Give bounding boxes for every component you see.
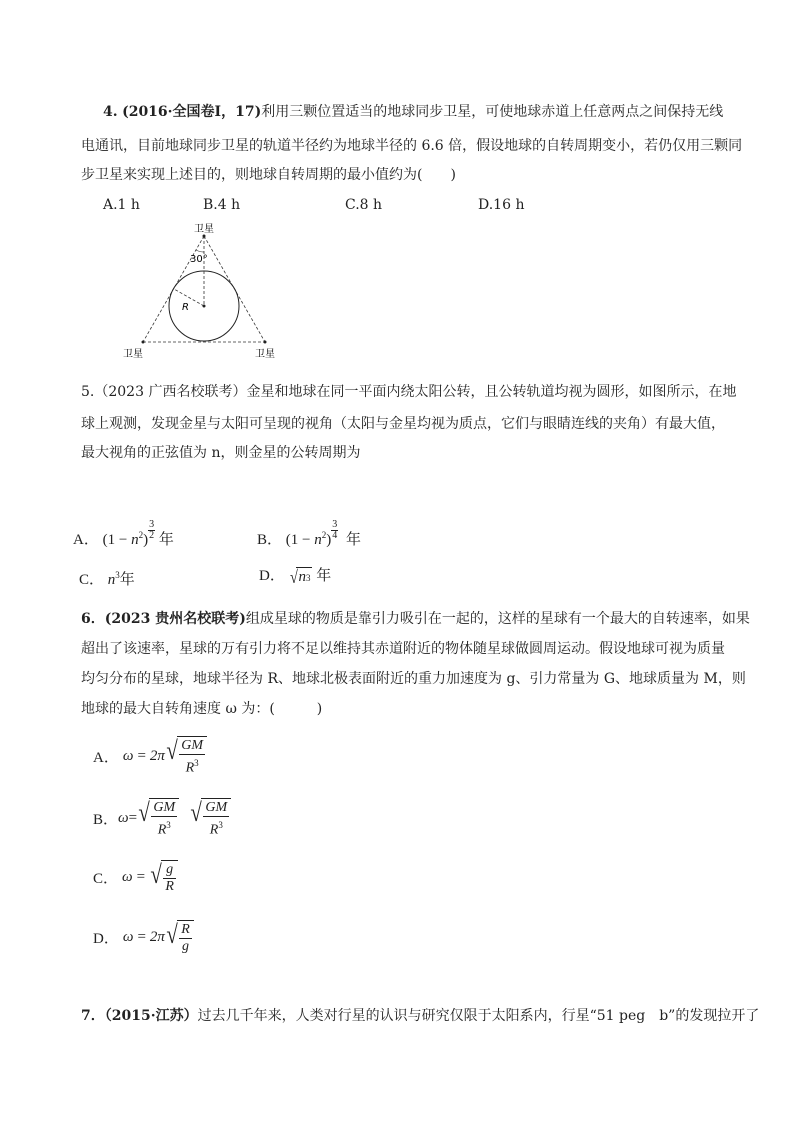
q4-number: 4. [103,104,118,120]
q6-d-omega: ω [122,929,134,945]
q6-c-omega: ω [122,869,133,885]
q6-line2: 超出了该速率，星球的万有引力将不足以维持其赤道附近的物体随星球做圆周运动。假设地球可视为质量 [81,641,725,657]
q6-source: (2023 贵州名校联考) [104,611,246,627]
sat-left-dot [142,341,145,344]
q5-option-d [259,564,331,587]
q6-a-sqrt: √ GM $R^3$ [165,736,207,777]
q6-b-num-2: GM [205,800,228,815]
q6-option-d-label: D． [93,931,119,947]
q5-option-c-base: n [107,572,116,588]
q5-option-d-base: n [298,569,306,586]
q6-text-line1: 组成星球的物质是靠引力吸引在一起的，这样的星球有一个最大的自转速率，如果 [245,611,750,627]
q6-a-eq: = [137,747,146,764]
q4-text-line1: 利用三颗位置适当的地球同步卫星，可使地球赤道上任意两点之间保持无线 [261,104,724,120]
q6-c-num: g [163,862,176,879]
q6-b-den-exp-2: 3 [218,820,223,830]
sat-right-label: 卫星 [255,349,275,360]
q6-b-num-1: GM [153,800,176,815]
q7-source: （2015·江苏） [104,1008,198,1024]
q6-b-omega: ω [118,809,129,826]
q4-option-a: A.1 h [103,197,140,213]
q5-option-c-label: C． [79,572,105,588]
q5-source: （2023 广西名校联考） [94,384,247,400]
q6-option-b [93,798,231,839]
q6-b-eq: = [128,809,138,826]
q4-option-c: C.8 h [345,197,383,213]
q5-option-d-unit: 年 [316,568,332,584]
q7-line1 [81,1005,759,1025]
q5-b-exp-den: 4 [332,530,338,542]
q5-option-b-exponent [331,520,338,541]
q6-number: 6． [81,611,105,627]
q5-line3: 最大视角的正弦值为 n，则金星的公转周期为 [81,445,361,461]
q5-option-d-sqrt: √ n 3 [289,566,311,587]
q5-option-b-unit: 年 [345,532,361,548]
q6-option-d [93,920,194,955]
q7-text-line1: 过去几千年来，人类对行星的认识与研究仅限于太阳系内，行星“51 peg b”的发现拉开了 [197,1008,760,1024]
angle-label: 30° [190,254,208,265]
q6-a-num: GM [181,738,203,753]
q6-line3: 均匀分布的星球，地球半径为 R、地球北极表面附近的重力加速度为 g、引力常量为 G、地球质量为 M，则 [81,671,746,687]
q5-option-a-expr: $(1 - n^2)$ [102,530,149,548]
q5-option-b [257,519,361,551]
q6-a-den: R [185,760,195,776]
q5-option-b-expr: $(1 - n^2)$ [285,530,332,548]
sat-top-label: 卫星 [194,224,214,235]
q5-option-c-unit: 年 [119,572,135,588]
q4-option-d: D.16 h [478,197,525,213]
radius-dashed-line [174,289,204,306]
q5-option-c [79,568,135,589]
sat-right-dot [264,341,267,344]
satellite-diagram [110,220,290,365]
q6-c-den: R [165,879,174,894]
q6-option-a [93,736,207,777]
q6-d-two-pi: 2π [149,929,165,945]
q5-option-a-unit: 年 [158,532,174,548]
q4-source: (2016·全国卷Ⅰ，17) [122,104,262,120]
q6-line4: 地球的最大自转角速度 ω 为：( ) [81,701,323,717]
angle-arc [196,250,204,252]
q5-option-a-exponent [148,520,155,541]
q4-line3: 步卫星来实现上述目的，则地球自转周期的最小值约为( ) [81,167,456,183]
q5-option-b-label: B． [257,532,283,548]
q6-b-den-2: R [209,822,219,838]
q6-c-eq: = [136,869,146,885]
q6-d-num: R [181,922,190,937]
q5-a-exp-num: 3 [149,519,155,531]
q4-option-b: B.4 h [203,197,241,213]
q6-b-den-exp-1: 3 [166,820,171,830]
earth-center-dot [203,305,206,308]
q6-b-den-1: R [157,822,167,838]
q6-d-den: g [181,939,189,954]
q5-option-c-exp: 3 [115,570,120,580]
q4-line1 [103,101,723,121]
q6-a-den-exp: 3 [194,758,199,768]
q5-b-exp-num: 3 [332,519,338,531]
q6-a-omega: ω [122,747,134,764]
q6-a-two-pi: 2π [149,747,165,764]
q7-number: 7． [81,1008,105,1024]
q6-option-c [93,860,178,895]
q6-b-sqrt-1: √ GM $R^3$ [137,798,179,839]
q5-option-a-label: A． [73,532,99,548]
q6-option-c-label: C． [93,871,119,887]
sat-left-label: 卫星 [123,349,143,360]
q5-option-d-label: D． [259,568,285,584]
q4-line2: 电通讯，目前地球同步卫星的轨道半径约为地球半径的 6.6 倍，假设地球的自转周期变小，若仍仅用三颗同 [81,138,743,154]
q6-d-eq: = [137,929,146,945]
q6-d-sqrt: √ $\frac{R}{g}$ [165,920,194,955]
q5-text-line1: 金星和地球在同一平面内绕太阳公转，且公转轨道均视为圆形，如图所示，在地 [246,384,737,400]
q5-a-exp-den: 2 [149,530,155,542]
q6-option-b-label: B． [93,811,119,828]
q5-line1 [81,381,736,401]
radius-label: R [182,302,189,313]
q6-line1 [81,608,750,628]
q5-line2: 球上观测，发现金星与太阳可呈现的视角（太阳与金星均视为质点，它们与眼睛连线的夹角）有最大值， [81,416,725,432]
q5-option-a [73,519,174,551]
q5-number: 5. [81,384,95,400]
q6-option-a-label: A． [93,749,119,766]
q6-c-sqrt: √ $\frac{g}{R}$ [149,860,178,895]
q5-option-d-exp: 3 [305,572,311,583]
q6-b-sqrt-2: √ GM $R^3$ [189,798,231,839]
